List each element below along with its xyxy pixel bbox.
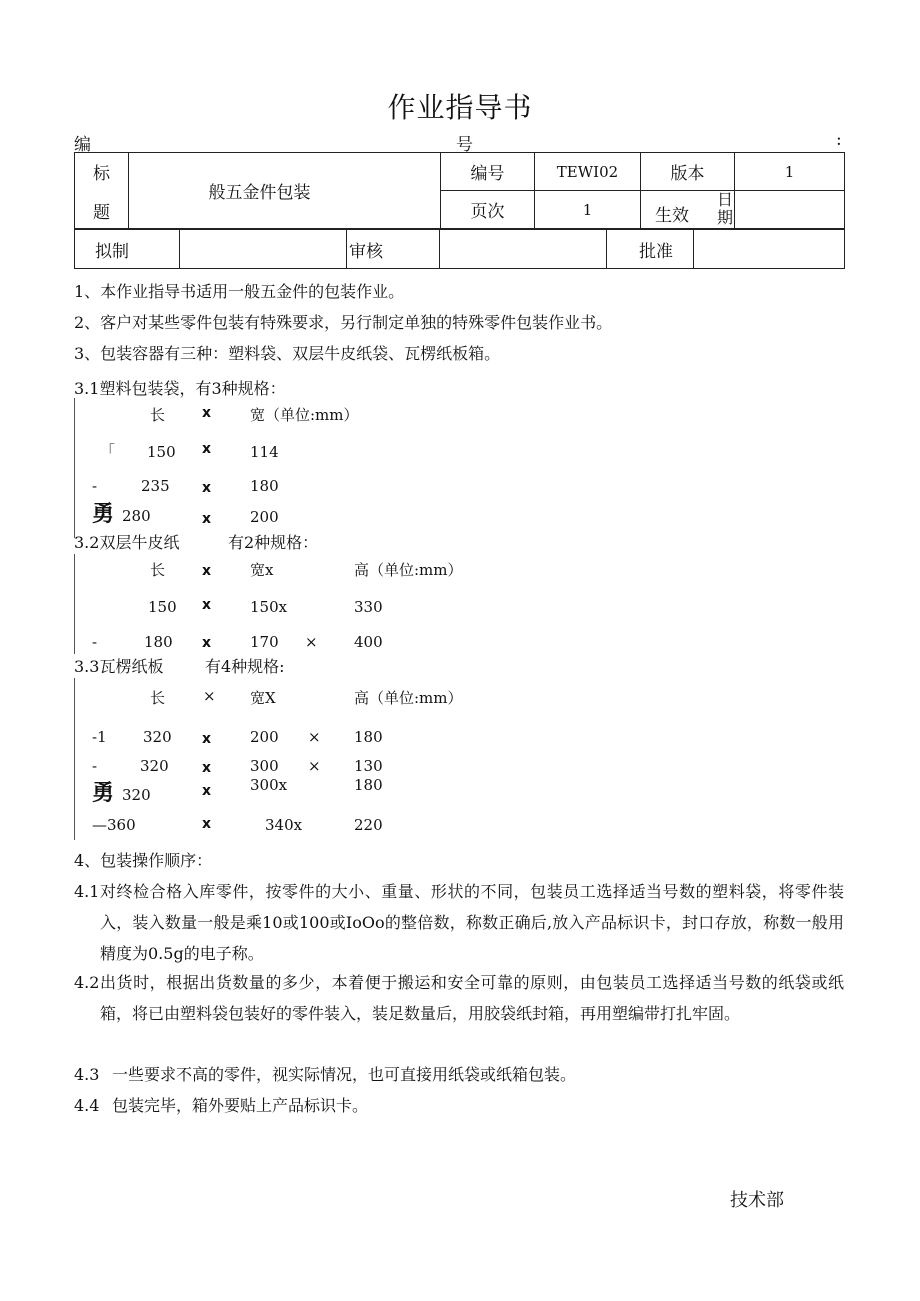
- para-4-1-text: 对终检合格入库零件，按零件的大小、重量、形状的不同，包装员工选择适当号数的塑料袋，将零件装入，装入数量一般是乘10或100或IoOo的整倍数，称数正确后,放入产品标识卡，封口存放，称数一般用精度为0.5g的电子称。: [100, 882, 844, 963]
- spec32-r1-len: 150: [148, 598, 177, 616]
- spec31-h-len: 长: [150, 406, 166, 424]
- spec32-r1-x: x: [202, 597, 212, 613]
- spec33-r3-mark: 勇: [92, 780, 115, 806]
- draft-label: 拟制: [75, 230, 180, 269]
- date-label: 日期: [717, 191, 734, 227]
- approve-label: 批准: [607, 230, 694, 269]
- para-4-1-number: 4.1: [74, 882, 100, 901]
- title-label-2: 题: [93, 202, 110, 223]
- spec33-h-len: 长: [150, 689, 166, 707]
- spec32-r2-x2: ×: [305, 633, 318, 651]
- doc-number-colon: :: [836, 130, 842, 150]
- spec33-r1-wid: 200: [250, 728, 279, 746]
- para-4-1: [74, 876, 844, 969]
- title-value: 般五金件包装: [129, 153, 441, 229]
- spec31-r1-x: x: [202, 441, 212, 457]
- spec33-heading-a: 3.3瓦楞纸板: [74, 657, 164, 676]
- spec33-r3-len: 320: [122, 786, 151, 804]
- spec-divider: [74, 678, 75, 840]
- version-label: 版本: [641, 153, 735, 191]
- review-value: [440, 230, 607, 269]
- spec31-r1-mark: 「: [100, 442, 116, 460]
- spec31-h-wid: 宽（单位:mm）: [250, 406, 359, 424]
- title-label-cell: [75, 153, 129, 229]
- spec33-r2-hgt: 130: [354, 757, 383, 775]
- spec33-r3-hgt: 180: [354, 776, 383, 794]
- spec31-r1-len: 150: [147, 443, 176, 461]
- para-4-3: [74, 1059, 844, 1090]
- page-title: 作业指导书: [387, 91, 533, 124]
- spec32-h-hgt: 高（单位:mm）: [354, 561, 463, 579]
- spec31-heading: 3.1塑料包装袋，有3种规格：: [74, 379, 286, 398]
- spec32-h-wid: 宽x: [250, 561, 274, 579]
- spec32-heading-a: 3.2双层牛皮纸: [74, 533, 180, 552]
- spec32-r2-x: x: [202, 635, 212, 651]
- spec33-r4-mark: —360: [92, 816, 136, 834]
- spec33-h-hgt: 高（单位:mm）: [354, 689, 463, 707]
- page-value: 1: [535, 191, 641, 229]
- page-label: 页次: [441, 191, 535, 229]
- spec32-h-x: x: [202, 563, 212, 579]
- draft-value: [180, 230, 347, 269]
- spec32-r2-mark: -: [92, 633, 98, 651]
- spec32-r2-wid: 170: [250, 633, 279, 651]
- para-4-3-number: 4.3: [74, 1065, 100, 1084]
- item-3: 3、包装容器有三种：塑料袋、双层牛皮纸袋、瓦楞纸板箱。: [74, 344, 501, 363]
- effective-value: [735, 191, 845, 229]
- effective-cell: [641, 191, 735, 229]
- spec32-r1-wid: 150x: [250, 598, 288, 616]
- spec-divider: [74, 398, 75, 538]
- spec32-heading-b: 有2种规格：: [228, 533, 319, 552]
- spec33-r2-len: 320: [140, 757, 169, 775]
- spec33-r3-wid: 300x: [250, 776, 288, 794]
- doc-number-label-2: 号: [456, 135, 473, 155]
- spec33-heading-b: 有4种规格:: [205, 657, 285, 676]
- effective-label: 生效: [655, 206, 689, 226]
- para-4-4-number: 4.4: [74, 1096, 100, 1115]
- spec-divider: [74, 554, 75, 654]
- spec32-r2-hgt: 400: [354, 633, 383, 651]
- spec31-r2-x: x: [202, 480, 212, 496]
- para-4-2-text: 出货时，根据出货数量的多少，本着便于搬运和安全可靠的原则，由包装员工选择适当号数的纸袋或纸箱，将已由塑料袋包装好的零件装入，装足数量后，用胶袋纸封箱，再用塑编带打扎牢固。: [100, 973, 844, 1023]
- para-4-2: [74, 967, 844, 1029]
- spec32-r2-len: 180: [144, 633, 173, 651]
- spec33-h-wid: 宽X: [250, 689, 276, 707]
- footer-department: 技术部: [730, 1190, 784, 1211]
- title-label-1: 标: [93, 163, 110, 184]
- spec33-r2-x: x: [202, 760, 212, 776]
- item-2: 2、客户对某些零件包装有特殊要求，另行制定单独的特殊零件包装作业书。: [74, 313, 613, 332]
- spec31-r3-x: x: [202, 511, 212, 527]
- spec33-r4-wid: 340x: [265, 816, 303, 834]
- approve-value: [694, 230, 845, 269]
- spec33-r1-x2: ×: [308, 728, 321, 746]
- review-label: 审核: [347, 230, 440, 269]
- doc-number-label: 编: [74, 135, 91, 155]
- header-table: [74, 152, 845, 229]
- spec31-r2-wid: 180: [250, 477, 279, 495]
- para-4-2-number: 4.2: [74, 973, 100, 992]
- spec33-r4-x: x: [202, 816, 212, 832]
- spec33-r2-mark: -: [92, 757, 98, 775]
- item-1: 1、本作业指导书适用一般五金件的包装作业。: [74, 282, 405, 301]
- para-4-3-text: 一些要求不高的零件，视实际情况，也可直接用纸袋或纸箱包装。: [112, 1065, 577, 1084]
- spec33-r2-x2: ×: [308, 757, 321, 775]
- para-4-4-text: 包装完毕，箱外要贴上产品标识卡。: [112, 1096, 369, 1115]
- spec33-h-x: ×: [203, 687, 216, 705]
- spec33-r2-wid: 300: [250, 757, 279, 775]
- spec31-r3-len: 280: [122, 507, 151, 525]
- spec33-r1-len: 320: [143, 728, 172, 746]
- spec31-h-x: x: [202, 405, 212, 421]
- spec33-r1-mark: -1: [92, 728, 107, 746]
- version-value: 1: [735, 153, 845, 191]
- code-label: 编号: [441, 153, 535, 191]
- spec31-r2-len: 235: [141, 477, 170, 495]
- spec33-r1-hgt: 180: [354, 728, 383, 746]
- spec33-r3-x: x: [202, 783, 212, 799]
- spec33-r4-hgt: 220: [354, 816, 383, 834]
- spec32-h-len: 长: [150, 561, 166, 579]
- signature-table: [74, 229, 845, 269]
- para-4-4: [74, 1090, 844, 1121]
- code-value: TEWI02: [535, 153, 641, 191]
- spec31-r3-wid: 200: [250, 508, 279, 526]
- ops-heading: 4、包装操作顺序：: [74, 851, 213, 870]
- spec31-r2-mark: -: [92, 477, 98, 495]
- spec31-r3-mark: 勇: [92, 501, 115, 527]
- spec31-r1-wid: 114: [250, 443, 279, 461]
- spec33-r1-x: x: [202, 731, 212, 747]
- spec32-r1-hgt: 330: [354, 598, 383, 616]
